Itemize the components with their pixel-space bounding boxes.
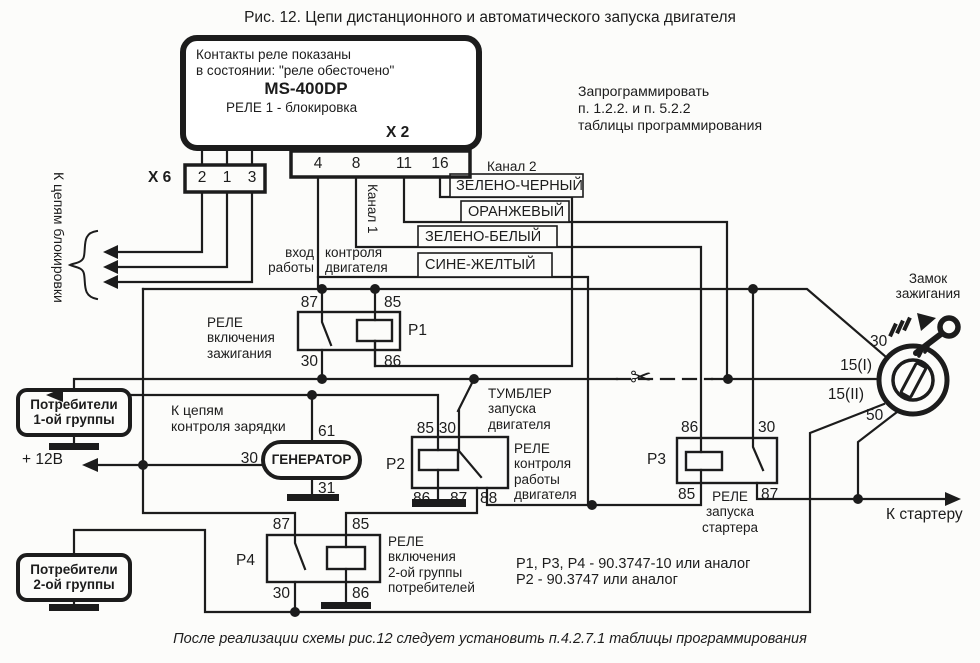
p1-name: Р1 <box>408 322 427 339</box>
x2-pin-16: 16 <box>431 155 449 172</box>
p4-pin87-label: 87 <box>272 516 290 533</box>
ignition-lock-icon <box>879 346 947 414</box>
unit-note-line2: в состоянии: "реле обесточено" <box>196 63 395 78</box>
run-input-word4: двигателя <box>325 260 388 276</box>
parts-note: Р1, Р3, Р4 - 90.3747-10 или аналог Р2 - 90.3747 или аналог <box>516 556 751 589</box>
wire-label-orange: ОРАНЖЕВЫЙ <box>468 204 565 220</box>
p2-pin85-label: 85 <box>416 420 434 437</box>
generator-pin31-label: 31 <box>318 480 336 497</box>
x6-blocking-wires <box>117 192 252 282</box>
lock-terminal-50: 50 <box>866 407 884 424</box>
relay-p2-coil <box>419 450 458 470</box>
relay-p1-coil <box>357 320 392 341</box>
p3-pin87-starter <box>757 483 946 499</box>
plus12v-label: + 12В <box>22 451 63 468</box>
run-input-word3: контроля <box>325 245 383 260</box>
p4-pin85-label: 85 <box>352 516 370 533</box>
toggle-switch-label: ТУМБЛЕР запуска двигателя <box>488 386 552 432</box>
relay-p3-label: РЕЛЕ запуска стартера <box>701 489 759 535</box>
p4-name: Р4 <box>236 552 255 569</box>
consumers2-label: Потребители 2-ой группы <box>30 562 118 593</box>
p4-contact <box>295 535 305 569</box>
scissors-icon: ✂ <box>630 362 652 392</box>
consumers1-label: Потребители 1-ой группы <box>30 397 118 428</box>
relay-p4-coil <box>327 547 365 569</box>
connector-x6-label: Х 6 <box>148 169 172 186</box>
generator-pin61-label: 61 <box>318 423 336 440</box>
p3-pin87-label: 87 <box>761 486 779 503</box>
ground-icon <box>49 604 99 611</box>
relay-p4-box <box>267 535 380 582</box>
x2-pin-4: 4 <box>313 155 323 172</box>
channel2-label: Канал 2 <box>487 159 537 174</box>
x6-pin-3: 3 <box>247 169 257 186</box>
wire-50 <box>858 412 897 499</box>
p2-pin30-label: 30 <box>438 420 456 437</box>
p4-pin86-label: 86 <box>352 585 370 602</box>
p1-pin86-label: 86 <box>384 353 402 370</box>
p1-contact <box>322 289 331 345</box>
relay-p3-coil <box>686 452 722 470</box>
page-title: Рис. 12. Цепи дистанционного и автоматического запуска двигателя <box>244 9 736 26</box>
run-input-label-1 <box>258 245 314 276</box>
p2-pin86-label: 86 <box>413 490 431 507</box>
arrowheads <box>46 245 961 506</box>
programming-note-line1: Запрограммировать <box>578 83 710 99</box>
connector-x2-label: Х 2 <box>386 124 410 141</box>
run-input-word1: вход <box>285 245 314 260</box>
ground-icon <box>321 602 371 609</box>
ignition-lock-label: Замок зажигания <box>895 271 961 302</box>
unit-model: MS-400DP <box>264 79 348 98</box>
relay-p1-box <box>298 312 400 350</box>
wire-label-green-black: ЗЕЛЕНО-ЧЕРНЫЙ <box>456 178 583 194</box>
blocking-brace <box>70 231 97 299</box>
programming-note-line3: таблицы программирования <box>578 117 763 133</box>
run-input-label-2 <box>325 245 388 276</box>
p2-contact <box>459 437 481 477</box>
footer-note: После реализации схемы рис.12 следует установить п.4.2.7.1 таблицы программирования <box>173 631 807 647</box>
generator-pin30-label: 30 <box>240 450 258 467</box>
x6-pin-2: 2 <box>197 169 207 186</box>
p3-name: Р3 <box>647 451 666 468</box>
lock-terminal-15-2: 15(II) <box>827 386 864 403</box>
p2-pin87-label: 87 <box>450 490 468 507</box>
x2-pin-8: 8 <box>351 155 361 172</box>
p1-pin30-label: 30 <box>300 353 318 370</box>
ground-icon <box>49 443 99 450</box>
generator-label: ГЕНЕРАТОР <box>271 452 352 467</box>
relay-p2-label: РЕЛЕ контроля работы двигателя <box>514 441 577 502</box>
blocking-circuits-label: К цепям блокировки <box>51 172 67 303</box>
relay-p1-label: РЕЛЕ включения зажигания <box>207 315 275 361</box>
x6-pin-1: 1 <box>222 169 232 186</box>
p3-pin86-label: 86 <box>681 419 699 436</box>
relay-p3-box <box>677 438 777 483</box>
channel1-label: Канал 1 <box>365 184 380 234</box>
key-turn-arrow-icon <box>888 313 936 337</box>
toggle-switch-arm <box>458 379 474 437</box>
wire-label-green-white: ЗЕЛЕНО-БЕЛЫЙ <box>425 229 542 245</box>
x2-pin-11: 11 <box>395 155 413 172</box>
p4-pin30-label: 30 <box>272 585 290 602</box>
programming-note-line2: п. 1.2.2. и п. 5.2.2 <box>578 100 691 116</box>
lock-terminal-15-1: 15(I) <box>840 357 872 374</box>
relay-p4-label: РЕЛЕ включения 2-ой группы потребителей <box>388 534 475 595</box>
p3-pin85-label: 85 <box>678 486 696 503</box>
p2-name: Р2 <box>386 456 405 473</box>
wire-label-blue-yellow: СИНЕ-ЖЕЛТЫЙ <box>425 257 536 273</box>
p3-pin30-label: 30 <box>758 419 776 436</box>
unit-note-line1: Контакты реле показаны <box>196 47 351 62</box>
p1-pin85-label: 85 <box>384 294 402 311</box>
unit-relay1-label: РЕЛЕ 1 - блокировка <box>226 100 358 115</box>
starter-label: К стартеру <box>886 506 963 523</box>
lock-terminal-30: 30 <box>870 333 888 350</box>
p1-pin87-label: 87 <box>300 294 318 311</box>
charge-circuit-label: К цепям контроля зарядки <box>171 402 286 434</box>
run-input-word2: работы <box>268 260 314 276</box>
p2-pin88-label: 88 <box>480 490 498 507</box>
